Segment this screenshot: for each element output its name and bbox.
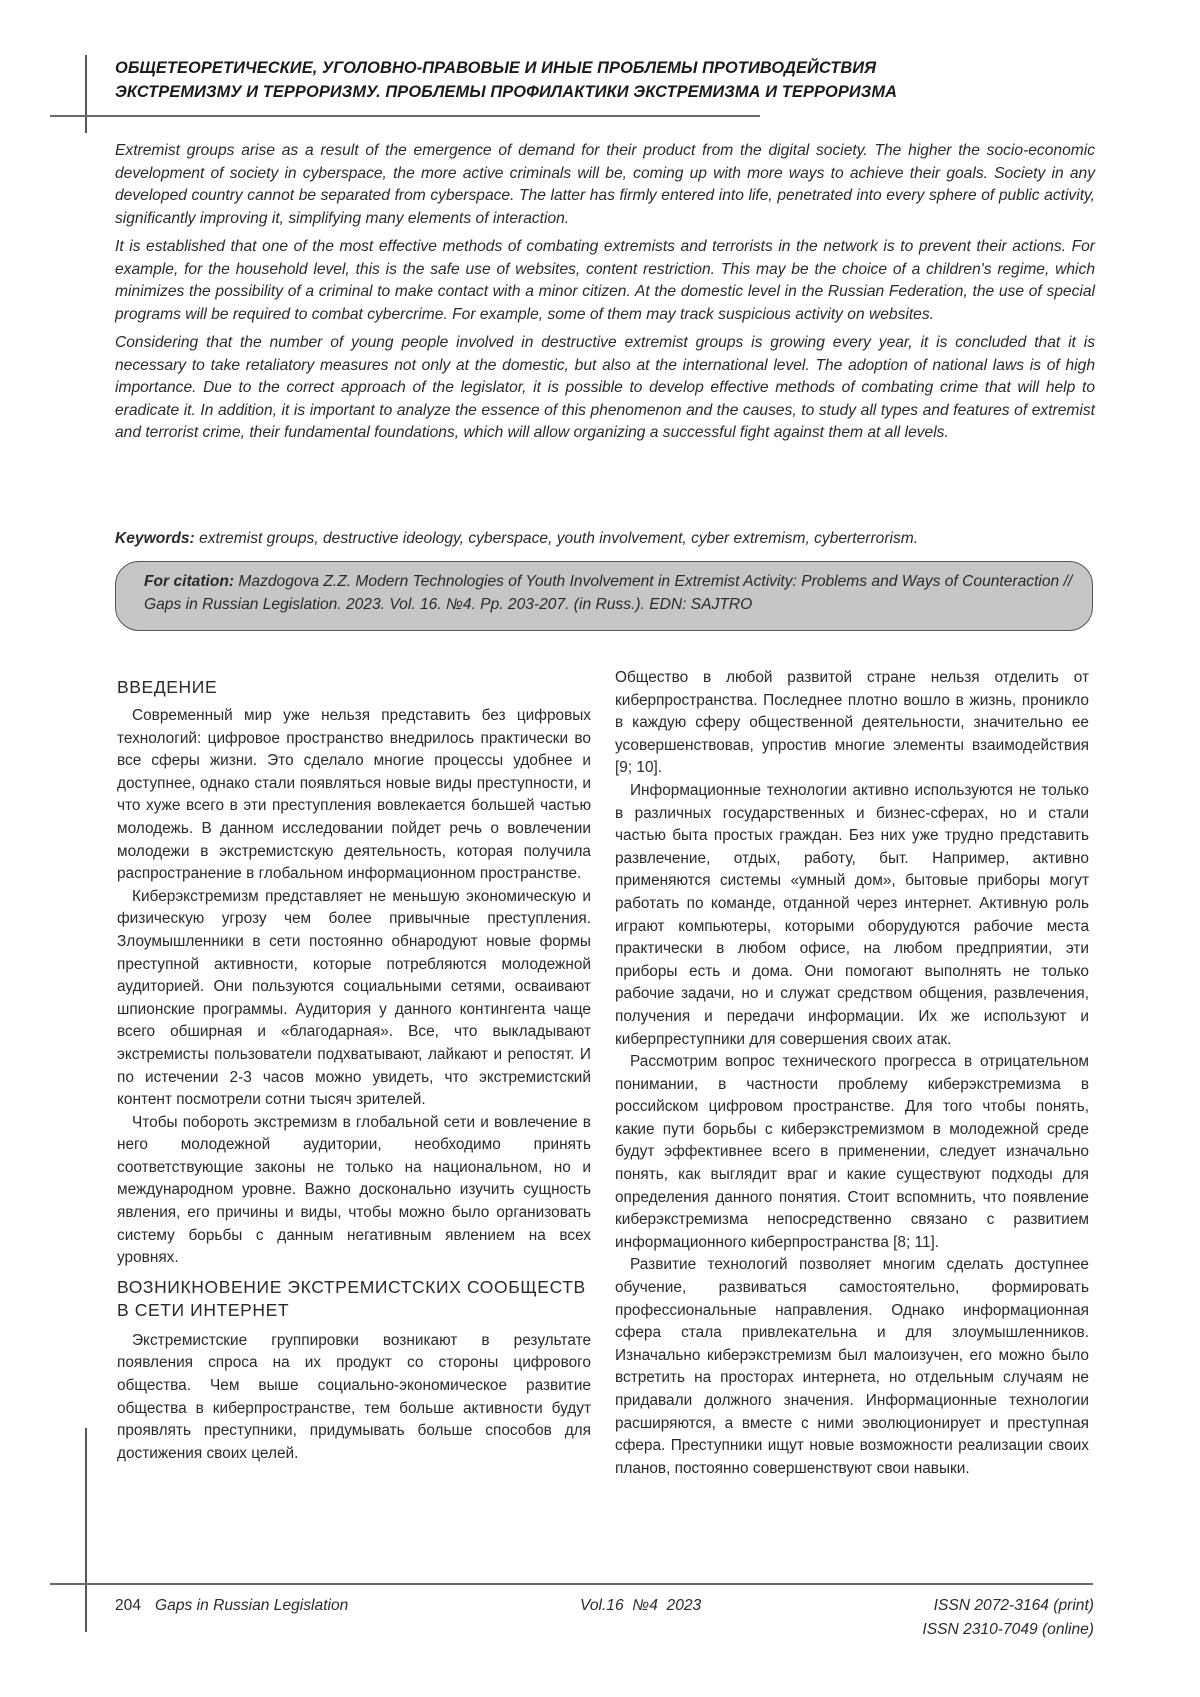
keywords-text: extremist groups, destructive ideology, cyberspace, youth involvement, cyber extremism, cyberterrorism. xyxy=(194,530,919,547)
footer-horizontal-rule xyxy=(50,1583,1093,1585)
issn-online: ISSN 2310-7049 (online) xyxy=(922,1621,1094,1638)
body-paragraph: Общество в любой развитой стране нельзя отделить от киберпространства. Последнее плотно вошло в жизнь, проникло в каждую сферу общественной деятельности, значительно ее усовершенствовав, упростив многие элементы взаимодействия [9; 10]. xyxy=(615,669,1089,777)
issn-print: ISSN 2072-3164 (print) xyxy=(933,1597,1094,1614)
footer-issue: Vol.16 №4 2023 xyxy=(580,1597,702,1614)
citation-reference: Mazdogova Z.Z. Modern Technologies of Youth Involvement in Extremist Activity: Problems and Ways of Counteraction // Gaps in Russian Legislation. 2023. Vol. 16. №4. Pp. 203-207. (in Russ.). EDN: SAJTRO xyxy=(144,573,1073,613)
body-paragraph: Киберэкстремизм представляет не меньшую экономическую и физическую угрозу чем более привычные преступления. Злоумышленники в сети постоянно обнародуют новые формы преступной активности, которые потребляются молодежной аудиторией. Они пользуются социальными сетями, осваивают шпионские программы. Аудитория у данного контингента чаще всего обширная и «благодарная». Все, что выкладывают экстремисты пользователи подхватывают, лайкают и репостят. И по истечении 2-3 часов можно увидеть, что экстремистский контент посмотрели сотни тысяч зрителей. xyxy=(117,887,591,1109)
running-header xyxy=(115,56,1095,104)
citation-text xyxy=(144,570,1074,616)
body-paragraph: Информационные технологии активно используются не только в различных государственных и бизнес-сферах, но и стали частью быта простых граждан. Без них уже трудно представить развлечение, отдых, работу, быт. Например, активно применяются системы «умный дом», бытовые приборы могут работать по команде, отданной через интернет. Активную роль играют компьютеры, которыми оборудуются рабочие места практически в любом офисе, на любом предприятии, эти приборы есть и дома. Они помогают выполнять не только рабочие задачи, но и служат средством общения, развлечения, получения и передачи информации. Их же используют и киберпреступники для совершения своих атак. xyxy=(615,781,1089,1048)
body-paragraph: Развитие технологий позволяет многим сделать доступнее обучение, развиваться самостоятельно, формировать профессиональные направления. Однако информационная сфера стала привлекательна и для злоумышленников. Изначально киберэкстремизм был малоизучен, его можно было встретить на просторах интернета, но отдельным случаям не придавали должного значения. Информационные технологии расширяются, а вместе с ними эволюционирует и преступная сфера. Преступники ищут новые возможности реализации своих планов, постоянно совершенствуют свои навыки. xyxy=(615,1256,1089,1477)
footer-journal xyxy=(115,1594,348,1618)
body-column-right xyxy=(615,667,1089,1480)
abstract-paragraph: It is established that one of the most effective methods of combating extremists and terrorists in the network is to prevent their actions. For example, for the household level, this is the safe use of websites, content restriction. This may be the choice of a children's regime, which minimizes the possibility of a criminal to make contact with a minor citizen. At the domestic level in the Russian Federation, the use of special programs will be required to combat cybercrime. For example, some of them may track suspicious activity on websites. xyxy=(115,238,1095,323)
running-header-line-2: ЭКСТРЕМИЗМУ И ТЕРРОРИЗМУ. ПРОБЛЕМЫ ПРОФИЛАКТИКИ ЭКСТРЕМИЗМА И ТЕРРОРИЗМА xyxy=(115,83,898,101)
body-paragraph: Экстремистские группировки возникают в результате появления спроса на их продукт со стороны цифрового общества. Чем выше социально-экономическое развитие общества в киберпространстве, тем больше активности будут проявлять преступники, придумывать больше способов для достижения своих целей. xyxy=(117,1331,591,1462)
abstract xyxy=(115,140,1095,451)
citation-label: For citation: xyxy=(144,573,235,590)
page-number: 204 xyxy=(115,1597,142,1614)
body-paragraph: Чтобы побороть экстремизм в глобальной сети и вовлечение в него молодежной аудитории, необходимо принять соответствующие законы не только на национальном, но и международном уровне. Важно досконально изучить сущность явления, его причины и виды, чтобы можно было организовать систему борьбы с данным негативным явлением на всех уровнях. xyxy=(117,1113,591,1267)
footer-vertical-rule xyxy=(85,1428,87,1632)
journal-name: Gaps in Russian Legislation xyxy=(155,1597,349,1614)
running-header-line-1: ОБЩЕТЕОРЕТИЧЕСКИЕ, УГОЛОВНО-ПРАВОВЫЕ И ИНЫЕ ПРОБЛЕМЫ ПРОТИВОДЕЙСТВИЯ xyxy=(115,59,877,77)
abstract-paragraph: Considering that the number of young people involved in destructive extremist groups is growing every year, it is concluded that it is necessary to take retaliatory measures not only at the domestic, but also at the international level. The adoption of national laws is of high importance. Due to the correct approach of the legislator, it is possible to develop effective methods of combating crime that will help to eradicate it. In addition, it is important to analyze the essence of this phenomenon and the causes, to study all types and features of extremist and terrorist crime, their fundamental foundations, which will allow organizing a successful fight against them at all levels. xyxy=(115,334,1095,441)
abstract-paragraph: Extremist groups arise as a result of the emergence of demand for their product from the digital society. The higher the socio-economic development of society in cyberspace, the more active criminals will be, coming up with more ways to achieve their goals. Society in any developed country cannot be separated from cyberspace. The latter has firmly entered into life, penetrated into every sphere of public activity, significantly improving it, simplifying many elements of interaction. xyxy=(115,142,1095,227)
keywords xyxy=(115,528,1095,550)
body-column-left xyxy=(117,676,591,1465)
header-horizontal-rule xyxy=(50,115,760,117)
section-heading-emergence: ВОЗНИКНОВЕНИЕ ЭКСТРЕМИСТСКИХ СООБЩЕСТВ В СЕТИ ИНТЕРНЕТ xyxy=(117,1276,586,1320)
body-paragraph: Рассмотрим вопрос технического прогресса в отрицательном понимании, в частности проблему киберэкстремизма в российском цифровом пространстве. Для того чтобы понять, какие пути борьбы с киберэкстремизмом в молодежной среде будут эффективнее всего в применении, следует изначально понять, как выглядит враг и какие существуют подходы для определения данного понятия. Стоит вспомнить, что появление киберэкстремизма непосредственно связано с развитием информационного киберпространства [8; 11]. xyxy=(615,1053,1089,1251)
body-paragraph: Современный мир уже нельзя представить без цифровых технологий: цифровое пространство внедрилось практически во все сферы жизни. Это сделало многие процессы удобнее и доступнее, однако стали появляться новые виды преступности, и что хуже всего в эти преступления вовлекается большей частью молодежь. В данном исследовании пойдет речь о вовлечении молодежи в экстремистскую деятельность, которая получила распространение в глобальном информационном пространстве. xyxy=(117,707,591,883)
keywords-label: Keywords: xyxy=(115,530,195,547)
citation-box xyxy=(115,561,1093,631)
footer-issn xyxy=(922,1594,1094,1642)
section-heading-introduction: ВВЕДЕНИЕ xyxy=(117,677,218,697)
header-vertical-rule xyxy=(85,55,87,133)
